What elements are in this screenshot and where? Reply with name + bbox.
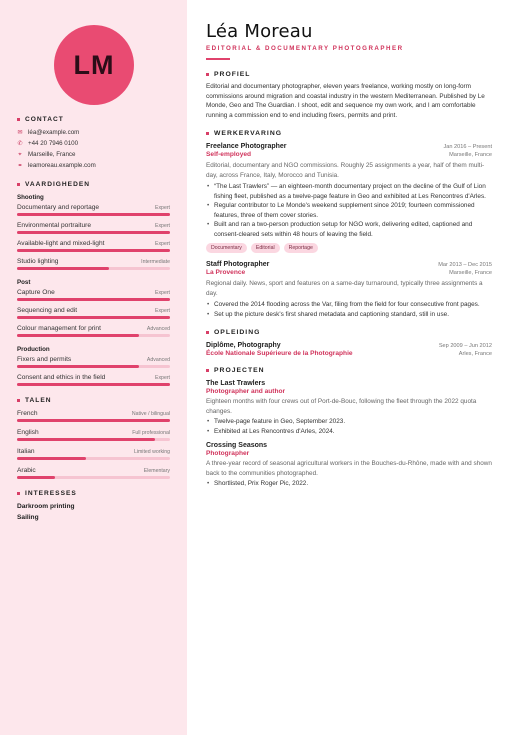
skill-fill — [17, 383, 170, 386]
contact-website[interactable]: ⚭ leamoreau.example.com — [17, 162, 96, 169]
skill-fill — [17, 419, 170, 422]
project-bullet: • Exhibited at Les Rencontres d'Arles, 2024. — [206, 427, 492, 437]
contact-heading: CONTACT — [17, 116, 170, 123]
projects-heading: PROJECTEN — [206, 367, 492, 374]
bullet-square-icon — [17, 118, 20, 121]
mail-icon: ✉ — [17, 129, 23, 136]
interest-item: Darkroom printing — [17, 503, 75, 510]
skill-level: Intermediate — [141, 259, 170, 265]
job-bullet: • Covered the 2014 flooding across the Var, filing from the field for four consecutive front pages. — [206, 300, 492, 310]
language-bar — [17, 445, 170, 464]
skill-track — [17, 316, 170, 319]
skill-level: Advanced — [146, 357, 170, 363]
project-name: Crossing Seasons — [206, 442, 268, 449]
skill-track — [17, 267, 170, 270]
job-bullet: • Built and ran a two-person production setup for NGO work, delivering edited, captioned and consent-cleared sets within 48 hours of leaving the field. — [206, 220, 492, 239]
skill-track — [17, 334, 170, 337]
skill-track — [17, 383, 170, 386]
main-content — [187, 0, 520, 735]
skill-name: English — [17, 429, 39, 436]
skill-group-heading: Production — [17, 346, 50, 353]
skill-bar — [17, 322, 170, 340]
skill-track — [17, 298, 170, 301]
project-bullet: • Twelve-page feature in Geo, September 2023. — [206, 417, 492, 427]
skill-fill — [17, 438, 155, 441]
contact-phone[interactable]: ✆ +44 20 7946 0100 — [17, 140, 79, 147]
skill-name: French — [17, 410, 38, 417]
bullet-square-icon — [206, 331, 209, 334]
school-location: Arles, France — [458, 351, 492, 357]
experience-entry — [206, 261, 492, 319]
skill-level: Full professional — [132, 430, 170, 436]
profile-heading: PROFIEL — [206, 71, 492, 78]
skill-name: Environmental portraiture — [17, 222, 92, 229]
project-bullet: • Shortlisted, Prix Roger Pic, 2022. — [206, 479, 492, 489]
skill-level: Expert — [155, 375, 170, 381]
person-name: Léa Moreau — [206, 21, 313, 42]
job-org: Self-employed — [206, 151, 252, 158]
skill-bar — [17, 255, 170, 273]
location-icon: ⌖ — [18, 151, 22, 158]
job-bullet: • Regular contributor to Le Monde's weekend supplement since 2019; fourteen commissioned features, three of them cover stories. — [206, 201, 492, 220]
accent-rule — [206, 58, 230, 60]
sidebar — [0, 0, 187, 735]
skill-track — [17, 365, 170, 368]
job-summary: Editorial, documentary and NGO commissions. Roughly 25 assignments a year, half of them multi-day, across France, Italy, Morocco and Tunisia. — [206, 162, 485, 179]
skill-track — [17, 231, 170, 234]
skills-heading: VAARDIGHEDEN — [17, 181, 170, 188]
skill-name: Consent and ethics in the field — [17, 374, 106, 381]
avatar — [54, 25, 134, 105]
job-bullet: • Set up the picture desk's first shared metadata and captioning standard, still in use. — [206, 310, 492, 320]
skills-section — [17, 181, 170, 389]
skill-name: Colour management for print — [17, 325, 101, 332]
skill-level: Limited working — [133, 449, 170, 455]
bullet-square-icon — [17, 183, 20, 186]
job-role: Staff Photographer — [206, 261, 270, 268]
skill-bar — [17, 201, 170, 219]
project-role: Photographer — [206, 450, 250, 457]
job-tagline: EDITORIAL & DOCUMENTARY PHOTOGRAPHER — [206, 45, 404, 52]
phone-icon: ✆ — [17, 140, 23, 147]
skill-name: Capture One — [17, 289, 55, 296]
projects-section — [206, 367, 492, 489]
job-location: Marseille, France — [449, 270, 492, 276]
job-dates: Mar 2013 – Dec 2015 — [438, 262, 492, 268]
bullet-square-icon — [206, 132, 209, 135]
school: École Nationale Supérieure de la Photographie — [206, 350, 353, 357]
avatar-initials: LM — [73, 49, 115, 80]
skill-bar — [17, 237, 170, 255]
skill-track — [17, 476, 170, 479]
project-role: Photographer and author — [206, 388, 286, 395]
skill-track — [17, 213, 170, 216]
skill-name: Arabic — [17, 467, 36, 474]
skill-name: Italian — [17, 448, 35, 455]
skill-tag: Reportage — [284, 243, 318, 253]
job-summary: Regional daily. News, sport and features on a same-day turnaround, typically three assignments a day. — [206, 280, 483, 297]
skill-fill — [17, 476, 55, 479]
skill-name: Available-light and mixed-light — [17, 240, 105, 247]
skill-name: Fixers and permits — [17, 356, 72, 363]
skill-level: Expert — [155, 290, 170, 296]
education-section — [206, 329, 492, 357]
skill-name: Documentary and reportage — [17, 204, 100, 211]
skill-bar — [17, 286, 170, 304]
skill-track — [17, 438, 170, 441]
degree: Diplôme, Photography — [206, 342, 281, 349]
interest-item: Sailing — [17, 514, 39, 521]
link-icon: ⚭ — [17, 162, 23, 169]
languages-section — [17, 397, 170, 483]
skill-fill — [17, 249, 170, 252]
skill-level: Native / bilingual — [131, 411, 170, 417]
skill-level: Expert — [155, 205, 170, 211]
profile-text: Editorial and documentary photographer, eleven years freelance, working mostly on long-form commissions around migration and coastal industry in the western Mediterranean. Published by Le Monde, Geo and The Guardian. I shoot, edit and sequence my own work, and I am comfortable running a commission end to end including fixers, permits and print. — [206, 83, 485, 119]
profile-section — [206, 71, 492, 120]
skill-fill — [17, 213, 170, 216]
interests-heading: INTERESSES — [17, 490, 170, 497]
skill-level: Expert — [155, 308, 170, 314]
skill-tag: Documentary — [206, 243, 247, 253]
project-summary: Eighteen months with four crews out of Port-de-Bouc, following the fleet through the 2022 quota changes. — [206, 398, 477, 415]
job-org: La Provence — [206, 269, 246, 276]
experience-heading: WERKERVARING — [206, 130, 492, 137]
skill-name: Sequencing and edit — [17, 307, 78, 314]
skill-group-heading: Post — [17, 279, 31, 286]
job-bullet: • “The Last Trawlers” — an eighteen-month documentary project on the decline of the Gulf of Lion fishing fleet, published as a twelve-page feature in Geo and exhibited at Les Rencontres d'Arles. — [206, 182, 492, 201]
job-role: Freelance Photographer — [206, 143, 287, 150]
project-name: The Last Trawlers — [206, 380, 266, 387]
skill-bar — [17, 353, 170, 371]
education-heading: OPLEIDING — [206, 329, 492, 336]
education-dates: Sep 2009 – Jun 2012 — [438, 343, 492, 349]
language-bar — [17, 464, 170, 483]
language-bar — [17, 407, 170, 426]
skill-bar — [17, 371, 170, 389]
project-entry — [206, 380, 492, 436]
experience-entry — [206, 143, 492, 253]
project-entry — [206, 442, 492, 489]
skill-fill — [17, 298, 170, 301]
contact-location: ⌖ Marseille, France — [18, 151, 76, 158]
skill-bar — [17, 304, 170, 322]
skill-track — [17, 419, 170, 422]
interests-section — [17, 490, 170, 525]
skill-name: Studio lighting — [17, 258, 59, 265]
language-bar — [17, 426, 170, 445]
skill-tag: Editorial — [251, 243, 280, 253]
experience-section — [206, 130, 492, 319]
skill-fill — [17, 316, 170, 319]
bullet-square-icon — [17, 399, 20, 402]
skill-group-heading: Shooting — [17, 194, 44, 201]
skill-track — [17, 249, 170, 252]
skill-track — [17, 457, 170, 460]
skill-level: Expert — [155, 223, 170, 229]
skill-fill — [17, 267, 109, 270]
skill-level: Advanced — [146, 326, 170, 332]
skill-fill — [17, 457, 86, 460]
contact-section — [17, 116, 170, 171]
bullet-square-icon — [17, 492, 20, 495]
skill-fill — [17, 231, 170, 234]
project-summary: A three-year record of seasonal agricultural workers in the Bouches-du-Rhône, made with and shown back to the communities photographed. — [206, 460, 492, 477]
skill-level: Elementary — [143, 468, 170, 474]
job-dates: Jan 2016 – Present — [443, 144, 492, 150]
contact-email[interactable]: ✉ léa@example.com — [17, 129, 80, 136]
skill-level: Expert — [155, 241, 170, 247]
skill-bar — [17, 219, 170, 237]
bullet-square-icon — [206, 369, 209, 372]
skill-fill — [17, 334, 139, 337]
skill-fill — [17, 365, 139, 368]
bullet-square-icon — [206, 73, 209, 76]
languages-heading: TALEN — [17, 397, 170, 404]
job-location: Marseille, France — [449, 152, 492, 158]
